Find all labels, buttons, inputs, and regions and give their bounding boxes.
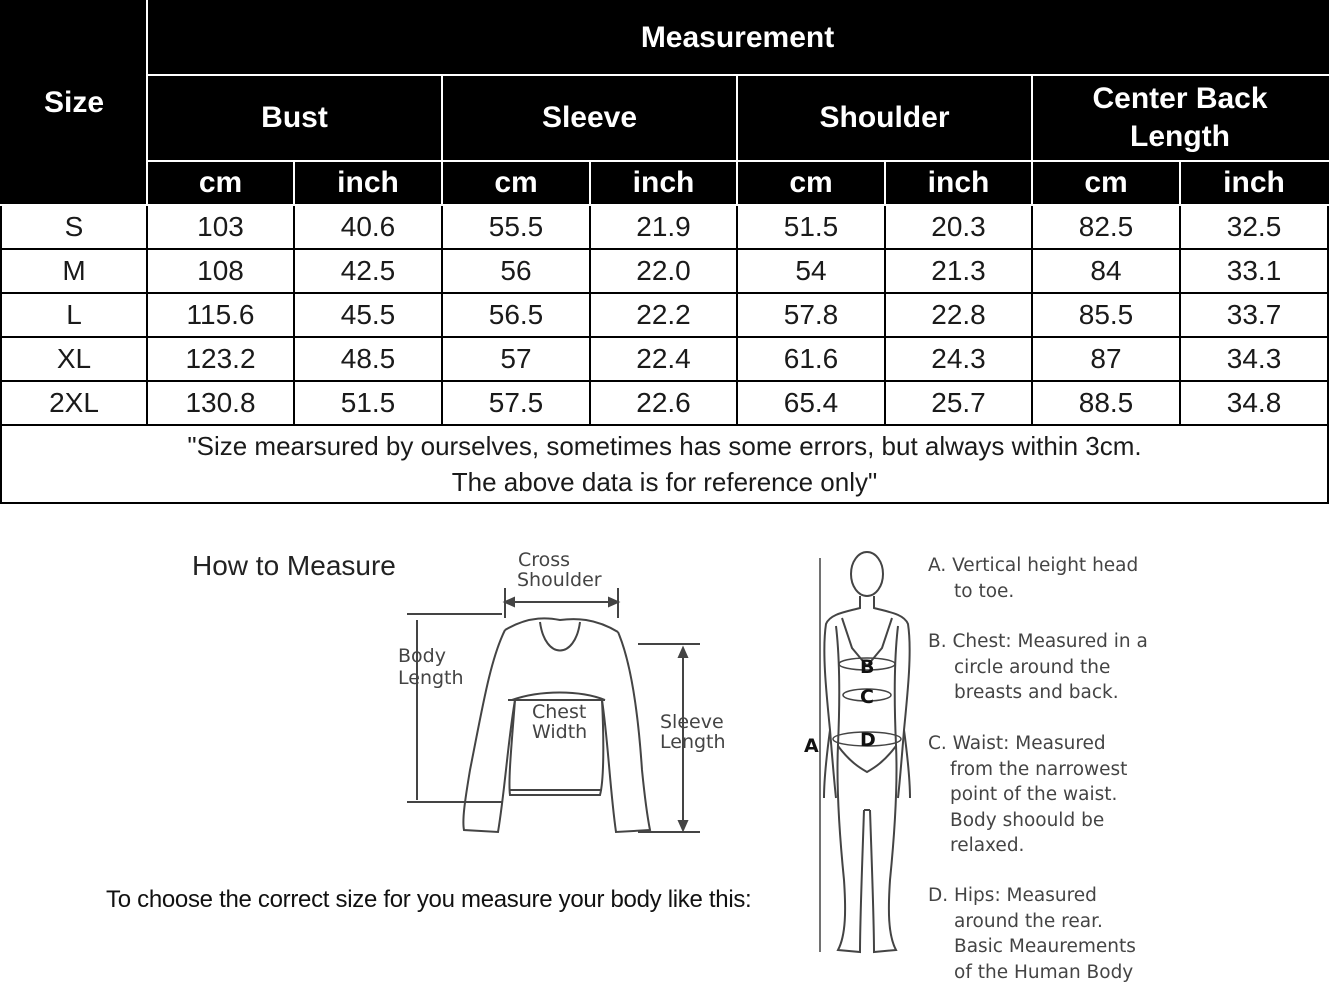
sleeve-length-label-line2: Length [660,731,726,753]
unit-header: inch [294,161,442,205]
size-cell: L [1,293,147,337]
body-length-label-line1: Body [398,645,446,667]
table-row [1,293,1328,337]
table-cell: 42.5 [294,249,442,293]
table-cell: 22.6 [590,381,737,425]
size-cell: M [1,249,147,293]
table-cell: 34.3 [1180,337,1328,381]
group-header-bust: Bust [147,75,442,161]
cross-shoulder-label-line1: Cross [518,549,571,571]
table-cell: 54 [737,249,885,293]
unit-header: cm [147,161,294,205]
table-cell: 115.6 [147,293,294,337]
size-header: Size [1,1,147,205]
table-cell: 56 [442,249,590,293]
how-to-measure-title: How to Measure [192,550,396,581]
group-header-sleeve: Sleeve [442,75,737,161]
table-cell: 88.5 [1032,381,1180,425]
table-cell: 33.1 [1180,249,1328,293]
table-cell: 40.6 [294,205,442,249]
note-d: D. Hips: Measured around the rear. Basic Meaurements of the Human Body [928,885,1136,983]
table-cell: 61.6 [737,337,885,381]
table-cell: 57 [442,337,590,381]
measurement-header: Measurement [147,1,1328,75]
marker-c: C [860,686,874,708]
table-cell: 57.5 [442,381,590,425]
table-cell: 84 [1032,249,1180,293]
table-cell: 103 [147,205,294,249]
table-cell: 85.5 [1032,293,1180,337]
note-a: A. Vertical height head to toe. [928,555,1139,602]
table-cell: 56.5 [442,293,590,337]
table-cell: 21.9 [590,205,737,249]
chest-width-label-line1: Chest [532,701,587,723]
marker-a: A [804,735,819,757]
table-cell: 33.7 [1180,293,1328,337]
table-cell: 65.4 [737,381,885,425]
note-c: C. Waist: Measured from the narrowest point of the waist. Body shoould be relaxed. [928,733,1128,856]
table-row [1,249,1328,293]
table-cell: 21.3 [885,249,1032,293]
table-cell: 22.8 [885,293,1032,337]
table-row [1,381,1328,425]
unit-header: inch [885,161,1032,205]
table-cell: 82.5 [1032,205,1180,249]
size-disclaimer-note [1,425,1328,503]
table-cell: 20.3 [885,205,1032,249]
disclaimer-line-1: "Size mearsured by ourselves, sometimes has some errors, but always within 3cm. [187,431,1142,461]
unit-header: inch [1180,161,1328,205]
table-cell: 57.8 [737,293,885,337]
size-cell: S [1,205,147,249]
table-cell: 45.5 [294,293,442,337]
table-cell: 32.5 [1180,205,1328,249]
table-cell: 24.3 [885,337,1032,381]
measure-instruction: To choose the correct size for you measure your body like this: [106,886,752,913]
sleeve-length-label-line1: Sleeve [660,711,724,733]
body-length-label-line2: Length [398,667,464,689]
size-cell: 2XL [1,381,147,425]
unit-header: cm [442,161,590,205]
table-cell: 51.5 [737,205,885,249]
group-header-center-back-length: Center Back Length [1032,75,1328,161]
table-cell: 108 [147,249,294,293]
sweater-measure-diagram [390,540,730,840]
human-body-diagram [790,540,920,980]
table-cell: 22.0 [590,249,737,293]
unit-header: cm [737,161,885,205]
table-cell: 130.8 [147,381,294,425]
unit-header: cm [1032,161,1180,205]
unit-header: inch [590,161,737,205]
marker-d: D [860,729,876,751]
cross-shoulder-label-line2: Shoulder [517,569,602,591]
table-cell: 34.8 [1180,381,1328,425]
size-cell: XL [1,337,147,381]
table-cell: 51.5 [294,381,442,425]
table-cell: 48.5 [294,337,442,381]
table-cell: 25.7 [885,381,1032,425]
disclaimer-line-2: The above data is for reference only" [451,467,878,497]
note-b: B. Chest: Measured in a circle around the breasts and back. [928,631,1148,703]
table-row [1,337,1328,381]
table-cell: 22.4 [590,337,737,381]
table-cell: 22.2 [590,293,737,337]
table-cell: 123.2 [147,337,294,381]
chest-width-label-line2: Width [532,721,588,743]
table-row [1,205,1328,249]
marker-b: B [860,656,875,678]
table-cell: 87 [1032,337,1180,381]
table-cell: 55.5 [442,205,590,249]
group-header-shoulder: Shoulder [737,75,1032,161]
